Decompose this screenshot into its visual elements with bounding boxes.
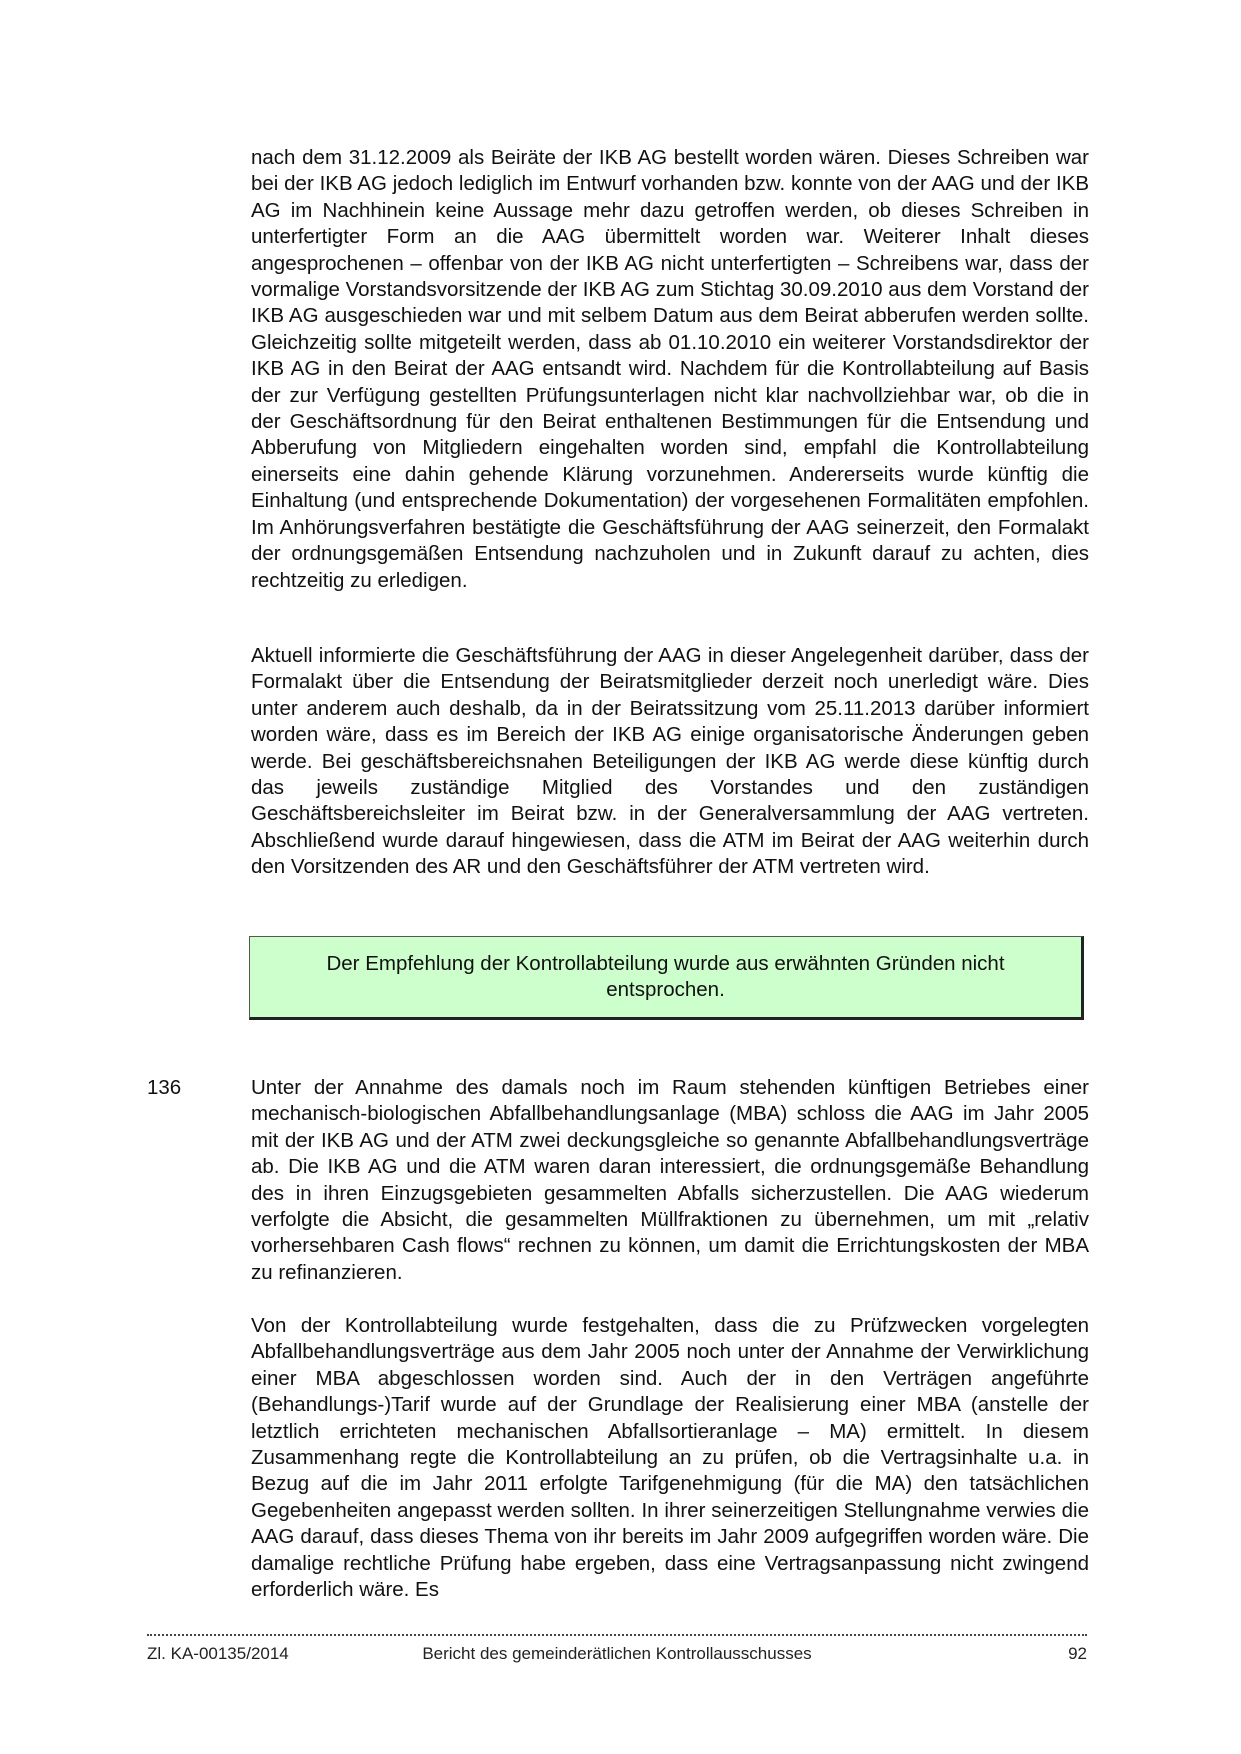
recommendation-result-text: Der Empfehlung der Kontrollabteilung wurde aus erwähnten Gründen nicht entsprochen. <box>326 951 1005 1001</box>
section-number: 136 <box>147 1076 182 1099</box>
footer-report-title: Bericht des gemeinderätlichen Kontrollausschusses <box>422 1644 812 1663</box>
footer-reference: Zl. KA-00135/2014 <box>147 1644 289 1663</box>
body-paragraph: Unter der Annahme des damals noch im Raum stehenden künftigen Betriebes einer mechanisch-biologischen Abfallbehandlungsanlage (MBA) schloss die AAG im Jahr 2005 mit der IKB AG und der ATM zwei deckungsgleiche so genannte Abfallbehandlungsverträge ab. Die IKB AG und die ATM waren daran interessiert, die ordnungsgemäße Behandlung des in ihren Einzugsgebieten gesammelten Abfalls sicherzustellen. Die AAG wiederum verfolgte die Absicht, die gesammelten Müllfraktionen zu übernehmen, um mit „relativ vorhersehbaren Cash flows“ rechnen zu können, um damit die Errichtungskosten der MBA zu refinanzieren. <box>251 1076 1089 1284</box>
body-paragraph: Aktuell informierte die Geschäftsführung der AAG in dieser Angelegenheit darüber, dass der Formalakt über die Entsendung der Beiratsmitglieder derzeit noch unerledigt wäre. Dies unter anderem auch deshalb, da in der Beiratssitzung vom 25.11.2013 darüber informiert worden wäre, dass es im Bereich der IKB AG einige organisatorische Änderungen geben werde. Bei geschäftsbereichsnahen Beteiligungen der IKB AG werde diese künftig durch das jeweils zuständige Mitglied des Vorstandes und den zuständigen Geschäftsbereichsleiter im Beirat bzw. in der Generalversammlung der AAG vertreten. Abschließend wurde darauf hingewiesen, dass die ATM im Beirat der AAG weiterhin durch den Vorsitzenden des AR und den Geschäftsführer der ATM vertreten wird. <box>251 644 1089 879</box>
recommendation-result-box <box>249 936 1084 1020</box>
body-paragraph: nach dem 31.12.2009 als Beiräte der IKB AG bestellt worden wären. Dieses Schreiben war bei der IKB AG jedoch lediglich im Entwurf vorhanden bzw. konnte von der AAG und der IKB AG im Nachhinein keine Aussage mehr dazu getroffen werden, ob dieses Schreiben in unterfertigter Form an die AAG übermittelt worden war. Weiterer Inhalt dieses angesprochenen – offenbar von der IKB AG nicht unterfertigten – Schreibens war, dass der vormalige Vorstandsvorsitzende der IKB AG zum Stichtag 30.09.2010 aus dem Vorstand der IKB AG ausgeschieden war und mit selbem Datum aus dem Beirat abberufen werden sollte. Gleichzeitig sollte mitgeteilt werden, dass ab 01.10.2010 ein weiterer Vorstandsdirektor der IKB AG in den Beirat der AAG entsandt wird. Nachdem für die Kontrollabteilung auf Basis der zur Verfügung gestellten Prüfungsunterlagen nicht klar nachvollziehbar war, ob die in der Geschäftsordnung für den Beirat enthaltenen Bestimmungen für die Entsendung und Abberufung von Mitgliedern eingehalten worden sind, empfahl die Kontrollabteilung einerseits eine dahin gehende Klärung vorzunehmen. Andererseits wurde künftig die Einhaltung (und entsprechende Dokumentation) der vorgesehenen Formalitäten empfohlen. Im Anhörungsverfahren bestätigte die Geschäftsführung der AAG seinerzeit, den Formalakt der ordnungsgemäßen Entsendung nachzuholen und in Zukunft darauf zu achten, dies rechtzeitig zu erledigen. <box>251 146 1089 592</box>
footer-divider <box>147 1634 1087 1636</box>
body-paragraph: Von der Kontrollabteilung wurde festgehalten, dass die zu Prüfzwecken vorgelegten Abfallbehandlungsverträge aus dem Jahr 2005 noch unter der Annahme der Verwirklichung einer MBA abgeschlossen worden sind. Auch der in den Verträgen angeführte (Behandlungs-)Tarif wurde auf der Grundlage der Realisierung einer MBA (anstelle der letztlich errichteten mechanischen Abfallsortieranlage – MA) ermittelt. In diesem Zusammenhang regte die Kontrollabteilung an zu prüfen, ob die Vertragsinhalte u.a. in Bezug auf die im Jahr 2011 erfolgte Tarifgenehmigung (für die MA) den tatsächlichen Gegebenheiten angepasst werden sollten. In ihrer seinerzeitigen Stellungnahme verwies die AAG darauf, dass dieses Thema von ihr bereits im Jahr 2009 aufgegriffen worden wäre. Die damalige rechtliche Prüfung habe ergeben, dass eine Vertragsanpassung nicht zwingend erforderlich wäre. Es <box>251 1314 1089 1602</box>
footer-page-number: 92 <box>1068 1644 1087 1663</box>
